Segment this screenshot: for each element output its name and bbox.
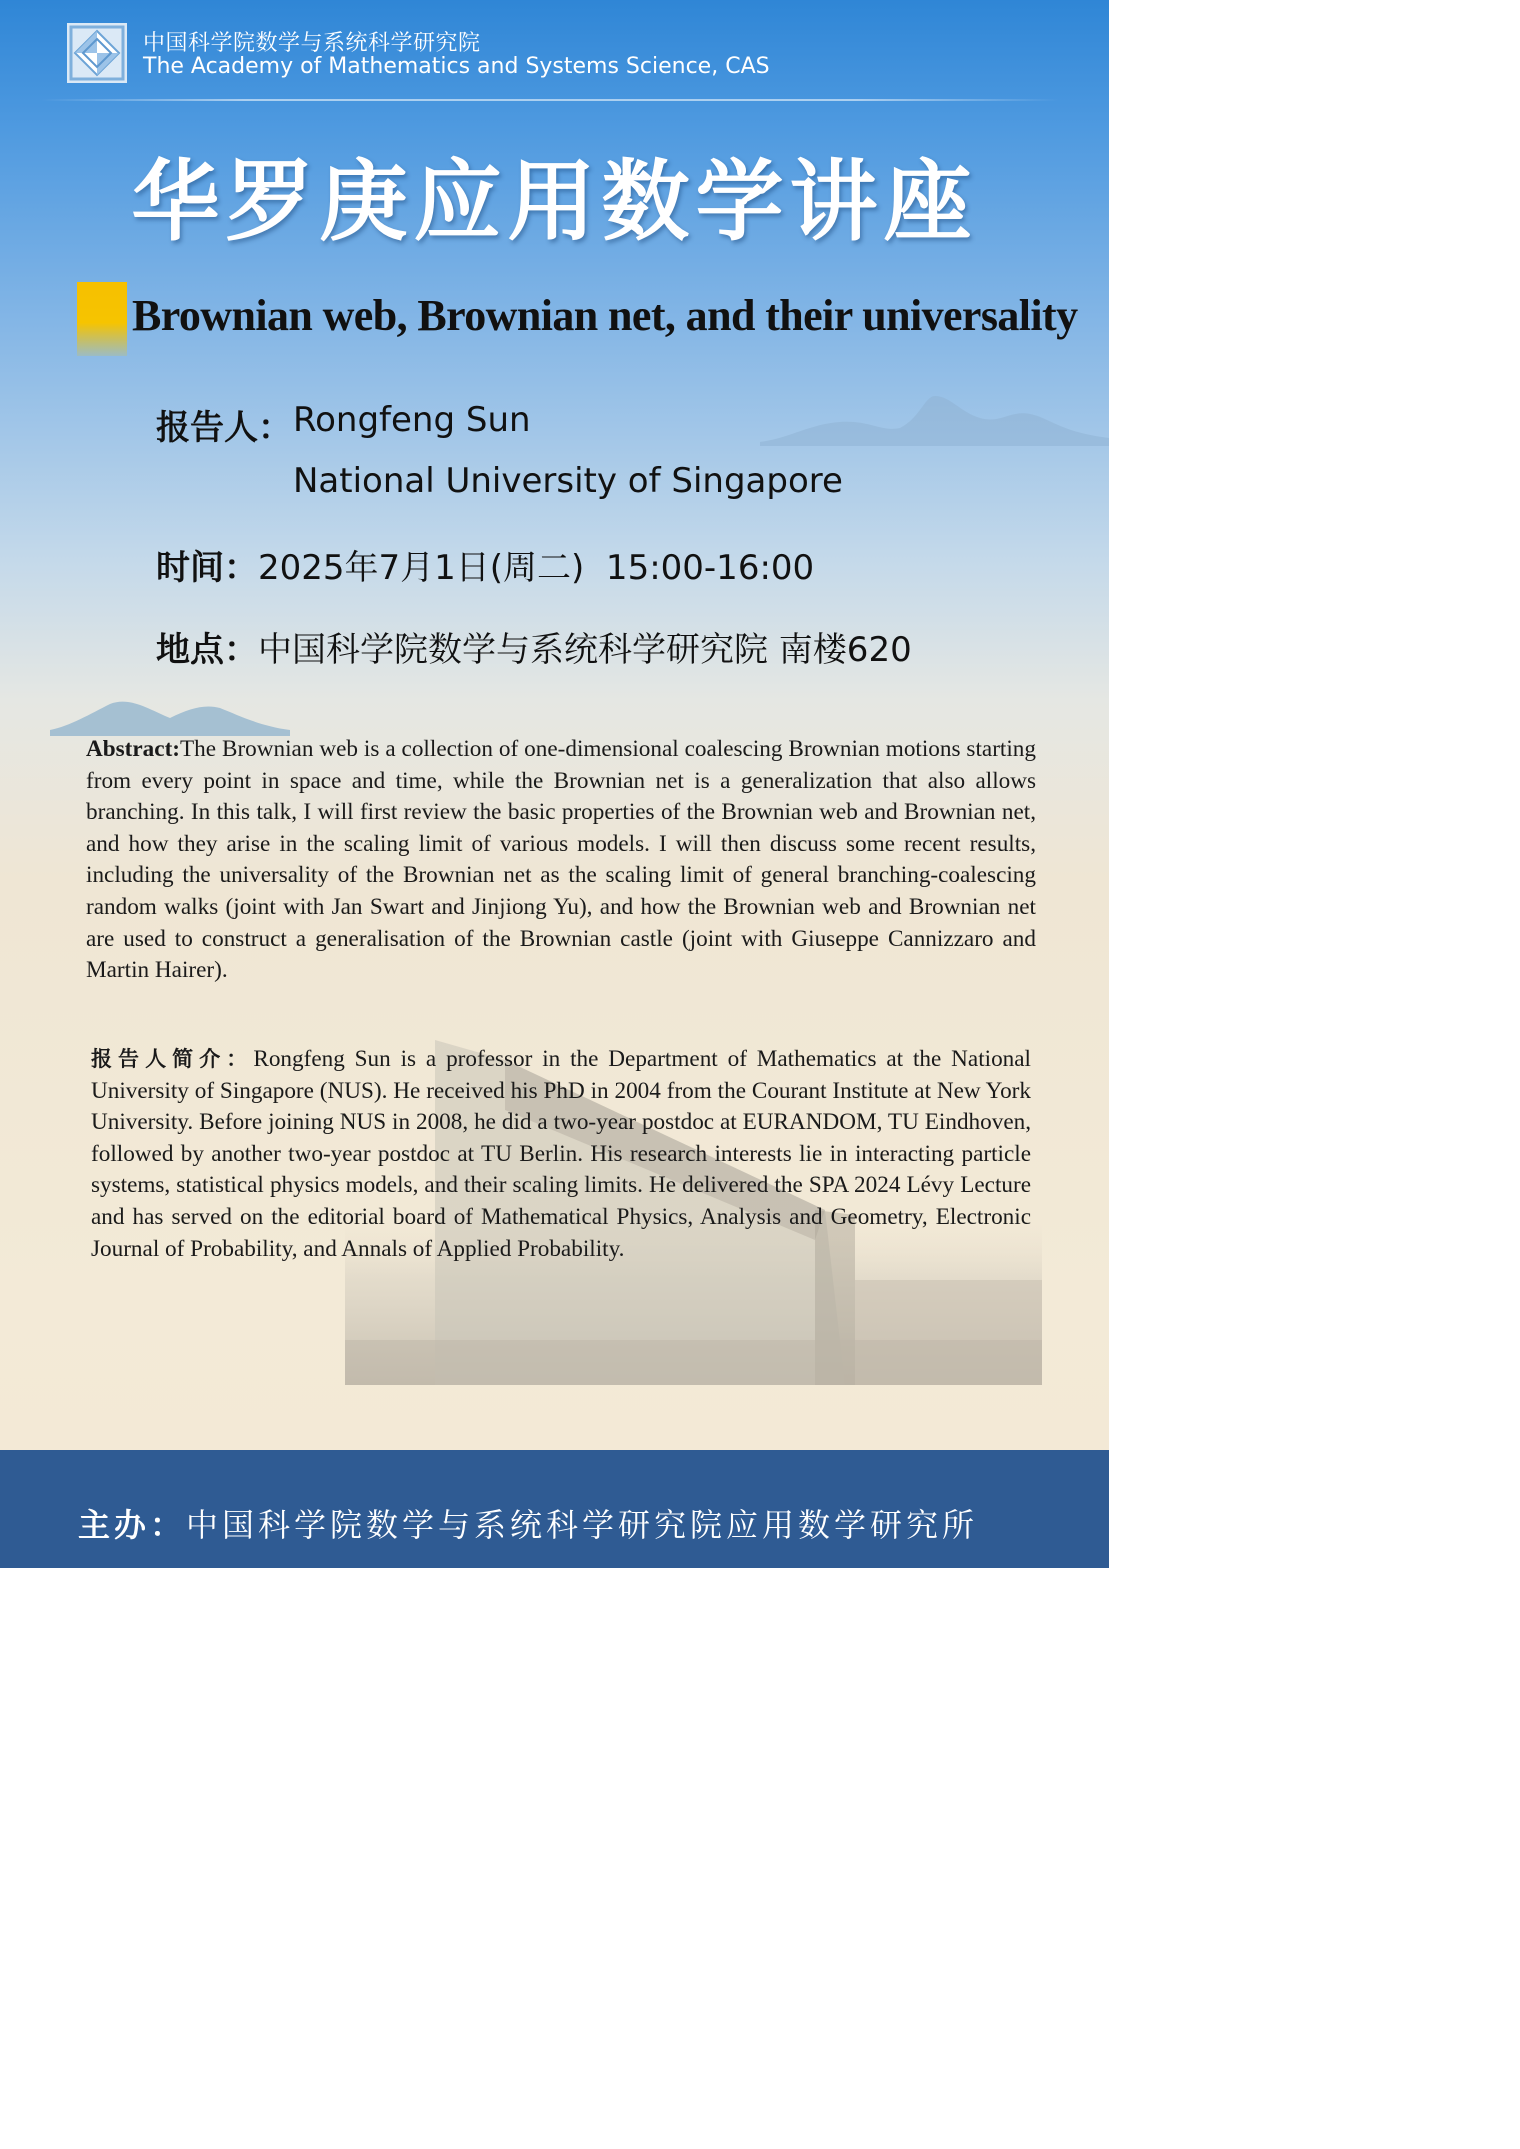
- bio-paragraph: [91, 1044, 1031, 1265]
- header-divider: [40, 99, 1060, 101]
- institute-name-en: The Academy of Mathematics and Systems Science, CAS: [143, 54, 770, 79]
- talk-title: Brownian web, Brownian net, and their universality: [132, 291, 1078, 340]
- venue-label: 地点：: [156, 630, 258, 670]
- header: [0, 0, 1109, 100]
- organizer-label: 主办：: [78, 1506, 187, 1544]
- venue-value: 中国科学院数学与系统科学研究院 南楼620: [258, 630, 912, 670]
- speaker-label: 报告人：: [156, 408, 292, 448]
- mountain-decoration-left: [50, 696, 290, 736]
- institute-logo-icon: [67, 23, 127, 83]
- abstract-text: The Brownian web is a collection of one-dimensional coalescing Brownian motions starting from every point in space and time, while the Brownian net is a generalization that also allows branching. In this talk, I will first review the basic properties of the Brownian web and Brownian net, and how they arise in the scaling limit of various models. I will then discuss some recent results, including the universality of the Brownian net as the scaling limit of general branching-coalescing random walks (joint with Jan Swart and Jinjiong Yu), and how the Brownian web and Brownian net are used to construct a generalisation of the Brownian castle (joint with Giuseppe Cannizzaro and Martin Hairer).: [86, 736, 1036, 984]
- organizer-name: 中国科学院数学与系统科学研究院应用数学研究所: [186, 1506, 979, 1544]
- time-value: 2025年7月1日(周二) 15:00-16:00: [258, 548, 815, 588]
- series-title: 华罗庚应用数学讲座: [131, 150, 978, 253]
- mountain-decoration-right: [760, 388, 1109, 446]
- institute-name-cn: 中国科学院数学与系统科学研究院: [143, 31, 481, 56]
- bio-text: Rongfeng Sun is a professor in the Department of Mathematics at the National University of Singapore (NUS). He received his PhD in 2004 from the Courant Institute at New York University. Before joining NUS in 2008, he did a two-year postdoc at EURANDOM, TU Eindhoven, followed by another two-year postdoc at TU Berlin. His research interests lie in interacting particle systems, statistical physics models, and their scaling limits. He delivered the SPA 2024 Lévy Lecture and has served on the editorial board of Mathematical Physics, Analysis and Geometry, Electronic Journal of Probability, and Annals of Applied Probability.: [91, 1046, 1032, 1262]
- speaker-name: Rongfeng Sun: [293, 400, 531, 440]
- bio-label: 报告人简介：: [91, 1047, 254, 1071]
- time-label: 时间：: [156, 548, 258, 588]
- abstract-label: Abstract:: [86, 736, 181, 762]
- speaker-affiliation: National University of Singapore: [293, 461, 843, 501]
- title-accent-bar: [77, 282, 127, 356]
- footer-organizer: [78, 1500, 978, 1546]
- abstract-paragraph: [86, 734, 1036, 987]
